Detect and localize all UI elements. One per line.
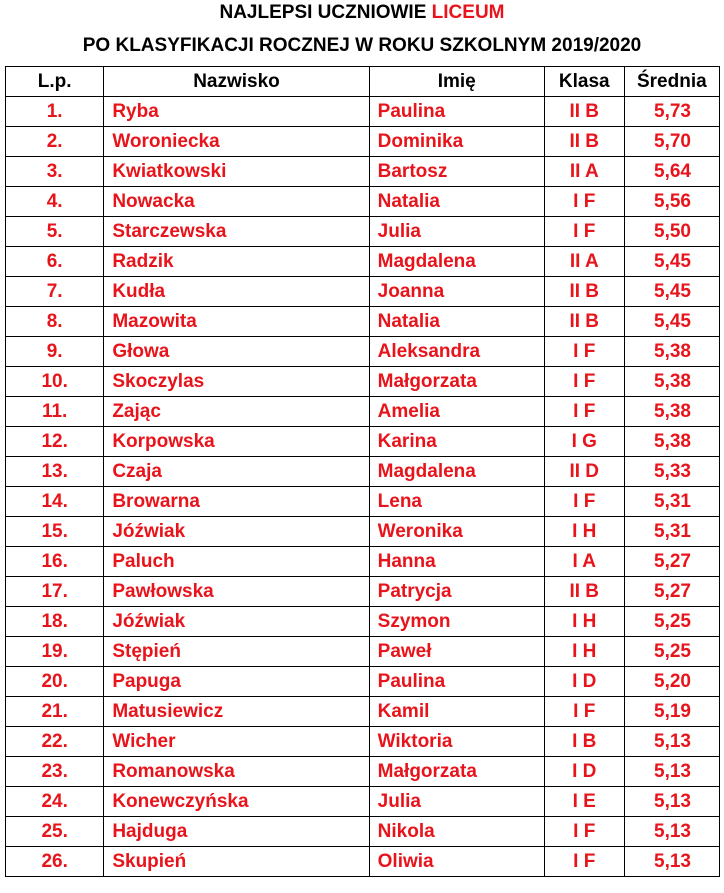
cell-srednia: 5,64 [624, 157, 719, 187]
cell-klasa: I F [544, 367, 624, 397]
cell-srednia: 5,50 [624, 217, 719, 247]
cell-nazwisko: Nowacka [104, 187, 369, 217]
cell-lp: 10. [6, 367, 104, 397]
cell-srednia: 5,38 [624, 367, 719, 397]
cell-lp: 7. [6, 277, 104, 307]
cell-lp: 25. [6, 817, 104, 847]
table-row [6, 697, 720, 727]
cell-lp: 5. [6, 217, 104, 247]
cell-klasa: I E [544, 787, 624, 817]
cell-nazwisko: Radzik [104, 247, 369, 277]
cell-lp: 2. [6, 127, 104, 157]
table-row [6, 127, 720, 157]
title-prefix: NAJLEPSI UCZNIOWIE [219, 2, 432, 23]
cell-nazwisko: Skoczylas [104, 367, 369, 397]
table-row [6, 637, 720, 667]
cell-imie: Magdalena [369, 247, 544, 277]
cell-srednia: 5,25 [624, 637, 719, 667]
cell-lp: 9. [6, 337, 104, 367]
cell-srednia: 5,33 [624, 457, 719, 487]
title-block [0, 0, 724, 66]
table-row [6, 307, 720, 337]
table-row [6, 847, 720, 877]
cell-srednia: 5,19 [624, 697, 719, 727]
cell-klasa: I F [544, 187, 624, 217]
cell-imie: Małgorzata [369, 367, 544, 397]
column-header-nazwisko: Nazwisko [104, 67, 369, 97]
cell-imie: Julia [369, 787, 544, 817]
cell-nazwisko: Pawłowska [104, 577, 369, 607]
cell-lp: 8. [6, 307, 104, 337]
cell-lp: 11. [6, 397, 104, 427]
table-row [6, 157, 720, 187]
cell-imie: Natalia [369, 307, 544, 337]
table-row [6, 757, 720, 787]
cell-klasa: I F [544, 487, 624, 517]
cell-klasa: I D [544, 667, 624, 697]
cell-imie: Bartosz [369, 157, 544, 187]
cell-lp: 18. [6, 607, 104, 637]
table-row [6, 367, 720, 397]
cell-srednia: 5,13 [624, 817, 719, 847]
cell-imie: Paweł [369, 637, 544, 667]
table-row [6, 577, 720, 607]
cell-srednia: 5,13 [624, 847, 719, 877]
cell-srednia: 5,38 [624, 337, 719, 367]
cell-klasa: II B [544, 97, 624, 127]
cell-klasa: II B [544, 277, 624, 307]
cell-nazwisko: Papuga [104, 667, 369, 697]
cell-klasa: I F [544, 847, 624, 877]
cell-imie: Natalia [369, 187, 544, 217]
table-row [6, 427, 720, 457]
cell-klasa: II B [544, 127, 624, 157]
cell-imie: Szymon [369, 607, 544, 637]
cell-lp: 13. [6, 457, 104, 487]
cell-klasa: I F [544, 337, 624, 367]
cell-nazwisko: Konewczyńska [104, 787, 369, 817]
cell-nazwisko: Kudła [104, 277, 369, 307]
cell-nazwisko: Kwiatkowski [104, 157, 369, 187]
cell-lp: 14. [6, 487, 104, 517]
cell-imie: Joanna [369, 277, 544, 307]
cell-srednia: 5,45 [624, 277, 719, 307]
cell-imie: Paulina [369, 97, 544, 127]
cell-klasa: I A [544, 547, 624, 577]
table-row [6, 277, 720, 307]
cell-nazwisko: Mazowita [104, 307, 369, 337]
table-row [6, 817, 720, 847]
cell-lp: 24. [6, 787, 104, 817]
cell-klasa: I H [544, 607, 624, 637]
cell-lp: 15. [6, 517, 104, 547]
cell-srednia: 5,70 [624, 127, 719, 157]
cell-imie: Weronika [369, 517, 544, 547]
cell-klasa: I F [544, 217, 624, 247]
table-row [6, 727, 720, 757]
table-body [6, 97, 720, 877]
cell-klasa: I H [544, 517, 624, 547]
title-accent: LICEUM [431, 2, 505, 23]
cell-nazwisko: Jóźwiak [104, 517, 369, 547]
cell-srednia: 5,27 [624, 547, 719, 577]
cell-lp: 21. [6, 697, 104, 727]
table-row [6, 97, 720, 127]
cell-srednia: 5,13 [624, 727, 719, 757]
cell-klasa: II B [544, 307, 624, 337]
cell-lp: 3. [6, 157, 104, 187]
cell-srednia: 5,25 [624, 607, 719, 637]
cell-imie: Aleksandra [369, 337, 544, 367]
cell-imie: Oliwia [369, 847, 544, 877]
cell-srednia: 5,38 [624, 427, 719, 457]
cell-nazwisko: Zając [104, 397, 369, 427]
table-row [6, 187, 720, 217]
cell-nazwisko: Hajduga [104, 817, 369, 847]
cell-imie: Magdalena [369, 457, 544, 487]
cell-klasa: I F [544, 397, 624, 427]
page-subtitle: PO KLASYFIKACJI ROCZNEJ W ROKU SZKOLNYM 2019/2020 [82, 35, 642, 56]
cell-srednia: 5,31 [624, 517, 719, 547]
page-title [0, 0, 724, 29]
results-table [5, 66, 720, 877]
cell-klasa: II A [544, 247, 624, 277]
cell-klasa: II D [544, 457, 624, 487]
cell-lp: 17. [6, 577, 104, 607]
cell-nazwisko: Ryba [104, 97, 369, 127]
table-row [6, 787, 720, 817]
cell-nazwisko: Czaja [104, 457, 369, 487]
cell-klasa: I D [544, 757, 624, 787]
cell-srednia: 5,13 [624, 787, 719, 817]
cell-nazwisko: Jóźwiak [104, 607, 369, 637]
cell-klasa: I F [544, 817, 624, 847]
cell-srednia: 5,20 [624, 667, 719, 697]
cell-nazwisko: Skupień [104, 847, 369, 877]
cell-srednia: 5,13 [624, 757, 719, 787]
cell-srednia: 5,31 [624, 487, 719, 517]
cell-klasa: I G [544, 427, 624, 457]
cell-imie: Kamil [369, 697, 544, 727]
table-row [6, 487, 720, 517]
cell-lp: 20. [6, 667, 104, 697]
table-row [6, 667, 720, 697]
cell-lp: 23. [6, 757, 104, 787]
table-row [6, 397, 720, 427]
cell-srednia: 5,45 [624, 307, 719, 337]
cell-srednia: 5,38 [624, 397, 719, 427]
cell-lp: 22. [6, 727, 104, 757]
table-row [6, 337, 720, 367]
table-row [6, 217, 720, 247]
cell-lp: 19. [6, 637, 104, 667]
cell-nazwisko: Paluch [104, 547, 369, 577]
table-row [6, 607, 720, 637]
cell-klasa: II A [544, 157, 624, 187]
cell-nazwisko: Stępień [104, 637, 369, 667]
cell-lp: 4. [6, 187, 104, 217]
cell-imie: Amelia [369, 397, 544, 427]
cell-imie: Małgorzata [369, 757, 544, 787]
table-header-row [6, 67, 720, 97]
cell-nazwisko: Starczewska [104, 217, 369, 247]
cell-klasa: I B [544, 727, 624, 757]
cell-lp: 26. [6, 847, 104, 877]
table-row [6, 547, 720, 577]
cell-imie: Patrycja [369, 577, 544, 607]
cell-nazwisko: Wicher [104, 727, 369, 757]
cell-srednia: 5,27 [624, 577, 719, 607]
cell-nazwisko: Korpowska [104, 427, 369, 457]
cell-srednia: 5,45 [624, 247, 719, 277]
cell-imie: Hanna [369, 547, 544, 577]
table-row [6, 457, 720, 487]
table-row [6, 247, 720, 277]
column-header-imie: Imię [369, 67, 544, 97]
cell-srednia: 5,73 [624, 97, 719, 127]
cell-imie: Karina [369, 427, 544, 457]
cell-klasa: II B [544, 577, 624, 607]
cell-klasa: I F [544, 697, 624, 727]
cell-srednia: 5,56 [624, 187, 719, 217]
cell-nazwisko: Romanowska [104, 757, 369, 787]
cell-lp: 12. [6, 427, 104, 457]
cell-nazwisko: Browarna [104, 487, 369, 517]
cell-nazwisko: Woroniecka [104, 127, 369, 157]
cell-imie: Nikola [369, 817, 544, 847]
column-header-lp: L.p. [6, 67, 104, 97]
cell-imie: Lena [369, 487, 544, 517]
column-header-klasa: Klasa [544, 67, 624, 97]
cell-imie: Dominika [369, 127, 544, 157]
cell-imie: Wiktoria [369, 727, 544, 757]
cell-nazwisko: Matusiewicz [104, 697, 369, 727]
cell-klasa: I H [544, 637, 624, 667]
cell-nazwisko: Głowa [104, 337, 369, 367]
cell-lp: 16. [6, 547, 104, 577]
cell-lp: 1. [6, 97, 104, 127]
table-row [6, 517, 720, 547]
column-header-srednia: Średnia [624, 67, 719, 97]
cell-imie: Julia [369, 217, 544, 247]
cell-lp: 6. [6, 247, 104, 277]
cell-imie: Paulina [369, 667, 544, 697]
